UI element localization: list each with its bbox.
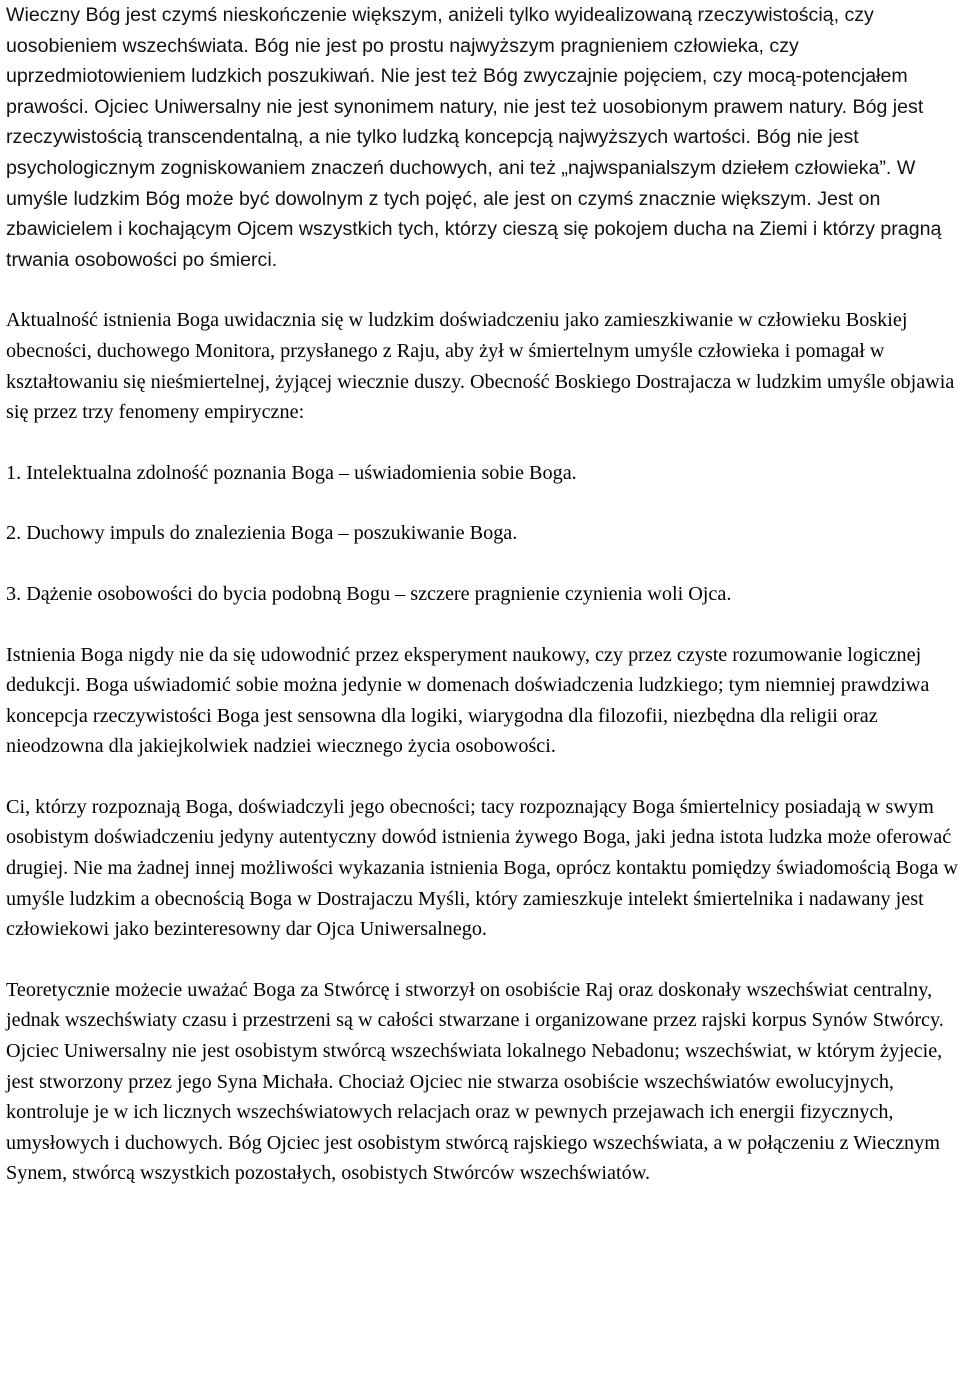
list-item-1: 1. Intelektualna zdolność poznania Boga – uświadomienia sobie Boga. (6, 461, 577, 484)
paragraph-spacer (6, 275, 960, 305)
paragraph-spacer (6, 549, 960, 579)
paragraph-spacer (6, 762, 960, 792)
paragraph-recognition: Ci, którzy rozpoznają Boga, doświadczyli jego obecności; tacy rozpoznający Boga śmiertelnicy posiadają w swym osobistym doświadczeniu jedyny autentyczny dowód istnienia żywego Boga, jaki jedna istota ludzka może oferować drugiej. Nie ma żadnej innej możliwości wykazania istnienia Boga, oprócz kontaktu pomiędzy świadomością Boga w umyśle ludzkim a obecnością Boga w Dostrajaczu Myśli, który zamieszkuje intelekt śmiertelnika i nadawany jest człowiekowi jako bezinteresowny dar Ojca Uniwersalnego. (6, 795, 958, 941)
paragraph-spacer (6, 428, 960, 458)
paragraph-creator: Teoretycznie możecie uważać Boga za Stwórcę i stworzył on osobiście Raj oraz doskonały wszechświat centralny, jednak wszechświaty czasu i przestrzeni są w całości stwarzane i organizowane przez rajski korpus Synów Stwórcy. Ojciec Uniwersalny nie jest osobistym stwórcą wszechświata lokalnego Nebadonu; wszechświat, w którym żyjecie, jest stworzony przez jego Syna Michała. Chociaż Ojciec nie stwarza osobiście wszechświatów ewolucyjnych, kontroluje je w ich licznych wszechświatowych relacjach oraz w pewnych przejawach ich energii fizycznych, umysłowych i duchowych. Bóg Ojciec jest osobistym stwórcą rajskiego wszechświata, a w połączeniu z Wiecznym Synem, stwórcą wszystkich pozostałych, osobistych Stwórców wszechświatów. (6, 978, 944, 1185)
list-item-2: 2. Duchowy impuls do znalezienia Boga – poszukiwanie Boga. (6, 522, 518, 545)
paragraph-intro: Wieczny Bóg jest czymś nieskończenie większym, aniżeli tylko wyidealizowaną rzeczywistością, czy uosobieniem wszechświata. Bóg nie jest po prostu najwyższym pragnieniem człowieka, czy uprzedmiotowieniem ludzkich poszukiwań. Nie jest też Bóg zwyczajnie pojęciem, czy mocą-potencjałem prawości. Ojciec Uniwersalny nie jest synonimem natury, nie jest też uosobionym prawem natury. Bóg jest rzeczywistością transcendentalną, a nie tylko ludzką koncepcją najwyższych wartości. Bóg nie jest psychologicznym zogniskowaniem znaczeń duchowych, ani też „najwspanialszym dziełem człowieka”. W umyśle ludzkim Bóg może być dowolnym z tych pojęć, ale jest on czymś znacznie większym. Jest on zbawicielem i kochającym Ojcem wszystkich tych, którzy cieszą się pokojem ducha na Ziemi i którzy pragną trwania osobowości po śmierci. (6, 4, 942, 271)
document-page (6, 0, 960, 1189)
paragraph-spacer (6, 488, 960, 518)
list-item-3: 3. Dążenie osobowości do bycia podobną Bogu – szczere pragnienie czynienia woli Ojca. (6, 582, 732, 605)
paragraph-proof: Istnienia Boga nigdy nie da się udowodnić przez eksperyment naukowy, czy przez czyste rozumowanie logicznej dedukcji. Boga uświadomić sobie można jedynie w domenach doświadczenia ludzkiego; tym niemniej prawdziwa koncepcja rzeczywistości Boga jest sensowna dla logiki, wiarygodna dla filozofii, niezbędna dla religii oraz nieodzowna dla jakiejkolwiek nadziei wiecznego życia osobowości. (6, 643, 930, 758)
paragraph-spacer (6, 945, 960, 975)
paragraph-actuality: Aktualność istnienia Boga uwidacznia się w ludzkim doświadczeniu jako zamieszkiwanie w człowieku Boskiej obecności, duchowego Monitora, przysłanego z Raju, aby żył w śmiertelnym umyśle człowieka i pomagał w kształtowaniu się nieśmiertelnej, żyjącej wiecznie duszy. Obecność Boskiego Dostrajacza w ludzkim umyśle objawia się przez trzy fenomeny empiryczne: (6, 309, 955, 424)
paragraph-spacer (6, 610, 960, 640)
